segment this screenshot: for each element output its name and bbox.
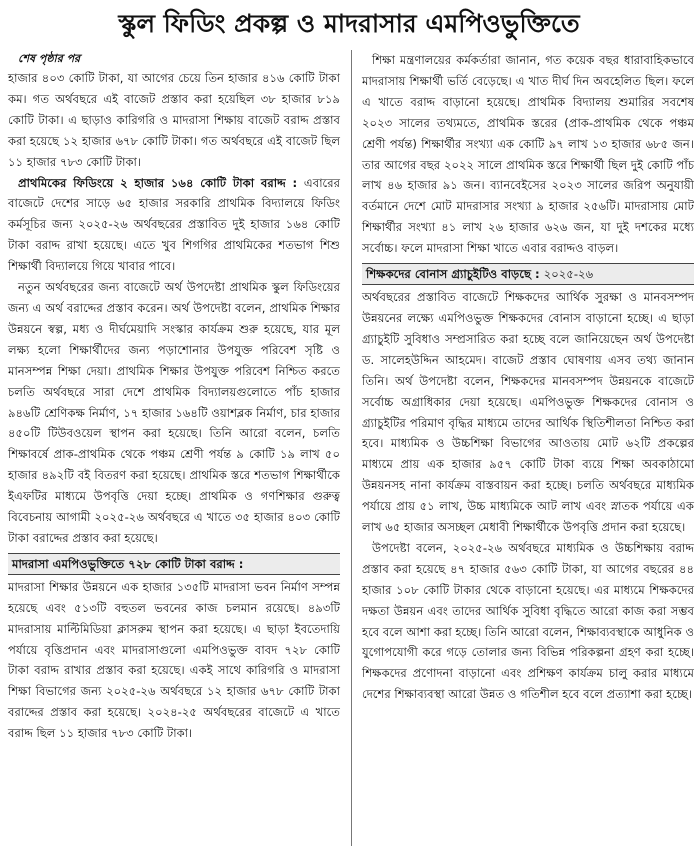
paragraph: উপদেষ্টা বলেন, ২০২৫-২৬ অর্থবছরে মাধ্যমিক ও উচ্চশিক্ষায় বরাদ্দ প্রস্তাব করা হয়েছে ৪৭ হাজার ৫৬৩ কোটি টাকা, যা আগের বছরের ৪৪ হাজার ১০৮ কোটি টাকার থেকে বাড়ানো হয়েছে। এর মাধ্যমে শিক্ষকদের দক্ষতা উন্নয়ন এবং তাদের আর্থিক সুবিধা বৃদ্ধিতে আরো কাজ করা সম্ভব হবে বলে আশা করা হচ্ছে। তিনি আরো বলেন, শিক্ষাব্যবস্থাকে আধুনিক ও যুগোপযোগী করে গড়ে তোলার জন্য বিভিন্ন পরিকল্পনা গ্রহণ করা হচ্ছে। শিক্ষকদের প্রণোদনা বাড়ানো এবং প্রশিক্ষণ কার্যক্রম চালু করার মাধ্যমে দেশের শিক্ষাব্যবস্থা আরো উন্নত ও গতিশীল হবে বলে প্রত্যাশা করা হচ্ছে। (362, 540, 694, 702)
column-divider (351, 50, 352, 846)
subheading-text: শিক্ষকদের বোনাস গ্র্যাচুইটিও বাড়ছে : (366, 267, 540, 282)
paragraph: হাজার ৪০৩ কোটি টাকা, যা আগের চেয়ে তিন হাজার ৪১৬ কোটি টাকা কম। গত অর্থবছরে এই বাজেট প্রস্তাব করা হয়েছিল ৩৮ হাজার ৮১৯ কোটি টাকা। এ ছাড়াও কারিগরি ও মাদরাসা শিক্ষায় বাজেট বরাদ্দ প্রস্তাব করা হয়েছে ১২ হাজার ৬৭৮ কোটি টাকা। গত অর্থবছরে এই বাজেট ছিল ১১ হাজার ৭৮৩ কোটি টাকা। (8, 71, 340, 169)
continued-label: শেষ পৃষ্ঠার পর (18, 52, 81, 65)
subheading (8, 173, 340, 278)
right-column (362, 50, 694, 705)
paragraph: এবারের বাজেটে দেশের সাড়ে ৬৫ হাজার সরকারি প্রাথমিক বিদ্যালয়ে ফিডিং কর্মসূচির জন্য ২০২৫-২৬ অর্থবছরের প্রস্তাবিত দুই হাজার ১৬৪ কোটি টাকা বরাদ্দ রাখা হয়েছে। এতে খুব শিগগির প্রাথমিকের শতভাগ শিশু শিক্ষার্থী বিদ্যালয়ে গিয়ে খাবার পাবে। (8, 175, 340, 274)
paragraph: মাদরাসা শিক্ষার উন্নয়নে এক হাজার ১৩৫টি মাদরাসা ভবন নির্মাণ সম্পন্ন হয়েছে এবং ৫১৩টি বহুতল ভবনের কাজ চলমান রয়েছে। ৪৯৩টি মাদরাসায় মাল্টিমিডিয়া ক্লাসরুম স্থাপন করা হয়েছে। এ ছাড়া ইবতেদায়ি পর্যায়ে বৃত্তিপ্রদান এবং মাদরাসাগুলো এমপিওভুক্ত বাবদ ৭২৮ কোটি টাকা বরাদ্দ রাখার প্রস্তাব করা হয়েছে। একই সাথে কারিগরি ও মাদরাসা শিক্ষা বিভাগের জন্য ২০২৫-২৬ অর্থবছরে ১২ হাজার ৬৭৮ কোটি টাকা বরাদ্দের প্রস্তাব করা হয়েছে। ২০২৪-২৫ অর্থবছরের বাজেটে এ খাতে বরাদ্দ ছিল ১১ হাজার ৭৮৩ কোটি টাকা। (8, 579, 340, 741)
left-column (8, 50, 340, 744)
paragraph: শিক্ষা মন্ত্রণালয়ের কর্মকর্তারা জানান, গত কয়েক বছর ধারাবাহিকভাবে মাদরাসায় শিক্ষার্থী ভর্তি বেড়েছে। এ খাত দীর্ঘ দিন অবহেলিত ছিল। ফলে এ খাতে বরাদ্দ বাড়ানো হয়েছে। প্রাথমিক বিদ্যালয় শুমারির সবশেষ ২০২৩ সালের তথ্যমতে, প্রাথমিক স্তরের (প্রাক-প্রাথমিক থেকে পঞ্চম শ্রেণী পর্যন্ত) শিক্ষার্থীর সংখ্যা এক কোটি ৯৭ লাখ ১৩ হাজার ৬৮৫ জন। তার আগের বছর ২০২২ সালে প্রাথমিক স্তরে শিক্ষার্থী ছিল দুই কোটি পাঁচ লাখ ৪৬ হাজার ৯১ জন। ব্যানবেইসের ২০২৩ সালের জরিপ অনুযায়ী বর্তমানে দেশে মোট মাদরাসার সংখ্যা ৯ হাজার ২৫৬টি। মাদরাসায় মোট শিক্ষার্থীর সংখ্যা ৪১ লাখ ২৬ হাজার ৬২৬ জন, যা দুই দশকের মধ্যে সর্বোচ্চ। ফলে মাদরাসা শিক্ষা খাতে এবার বরাদ্দও বাড়ল। (362, 53, 694, 256)
subheading-box: মাদরাসা এমপিওভুক্তিতে ৭২৮ কোটি টাকা বরাদ্দ : (8, 553, 340, 575)
subheading-text: প্রাথমিকের ফিডিংয়ে ২ হাজার ১৬৪ কোটি টাকা বরাদ্দ : (18, 175, 298, 190)
paragraph: অর্থবছরের প্রস্তাবিত বাজেটে শিক্ষকদের আর্থিক সুরক্ষা ও মানবসম্পদ উন্নয়নের লক্ষ্যে এমপিওভুক্ত শিক্ষকদের বোনাস বাড়ানো হচ্ছে। এ ছাড়া গ্র্যাচুইটি সুবিধাও সম্প্রসারিত করা হচ্ছে বলে জানিয়েছেন অর্থ উপদেষ্টা ড. সালেহউদ্দিন আহমেদ। বাজেট প্রস্তাব ঘোষণায় এসব তথ্য জানান তিনি। অর্থ উপদেষ্টা বলেন, শিক্ষকদের মানবসম্পদ উন্নয়নকে বাজেটে সর্বোচ্চ অগ্রাধিকার দেয়া হয়েছে। এমপিওভুক্ত শিক্ষকদের বোনাস ও গ্র্যাচুইটির পরিমাণ বৃদ্ধির মাধ্যমে তাদের আর্থিক স্থিতিশীলতা নিশ্চিত করা হবে। মাধ্যমিক ও উচ্চশিক্ষা বিভাগের আওতায় মোট ৬২টি প্রকল্পের মাধ্যমে প্রায় এক হাজার ৯৫৭ কোটি টাকা ব্যয়ে শিক্ষা অবকাঠামো উন্নয়নসহ নানা কার্যক্রম বাস্তবায়ন করা হচ্ছে। চলতি অর্থবছরে মাধ্যমিক পর্যায়ে প্রায় ৫১ লাখ, উচ্চ মাধ্যমিকে আট লাখ এবং স্নাতক পর্যায়ে এক লাখ ৬৫ হাজার অসচ্ছল মেধাবী শিক্ষার্থীকে উপবৃত্তি প্রদান করা হয়েছে। (362, 290, 694, 535)
headline: স্কুল ফিডিং প্রকল্প ও মাদরাসার এমপিওভুক্তিতে (118, 9, 580, 38)
subheading-tail: ২০২৫-২৬ (543, 267, 594, 282)
subheading-box (362, 263, 694, 285)
paragraph: নতুন অর্থবছরের জন্য বাজেটে অর্থ উপদেষ্টা প্রাথমিক স্কুল ফিডিংয়ের জন্য এ অর্থ বরাদ্দের প্রস্তাব করেন। অর্থ উপদেষ্টা বলেন, প্রাথমিক শিক্ষার উন্নয়নে স্বল্প, মধ্য ও দীর্ঘমেয়াদি সংস্কার কার্যক্রম শুরু হয়েছে, যার মূল লক্ষ্য হলো শিক্ষার্থীদের জন্য পড়াশোনার উপযুক্ত পরিবেশ সৃষ্টি ও মানসম্পন্ন শিক্ষা দেয়া। প্রাথমিক শিক্ষার উপযুক্ত পরিবেশ নিশ্চিত করতে চলতি অর্থবছরে সারা দেশে প্রাথমিক বিদ্যালয়গুলোতে পাঁচ হাজার ৯৪৬টি শ্রেণিকক্ষ নির্মাণ, ১৭ হাজার ১৬৪টি ওয়াশব্লক নির্মাণ, চার হাজার ৪৫০টি টিউবওয়েল স্থাপন করা হয়েছে। তিনি আরো বলেন, চলতি শিক্ষাবর্ষে প্রাক-প্রাথমিক থেকে পঞ্চম শ্রেণী পর্যন্ত ৯ কোটি ১৯ লাখ ৫০ হাজার ৪৯২টি বই বিতরণ করা হয়েছে। প্রাথমিক স্তরে শতভাগ শিক্ষার্থীকে ইএফটির মাধ্যমে উপবৃত্তি দেয়া হচ্ছে। প্রাথমিক ও গণশিক্ষার গুরুত্ব বিবেচনায় আগামী ২০২৫-২৬ অর্থবছরে এ খাতে ৩৫ হাজার ৪০৩ কোটি টাকা বরাদ্দের প্রস্তাব করা হয়েছে। (8, 280, 340, 545)
